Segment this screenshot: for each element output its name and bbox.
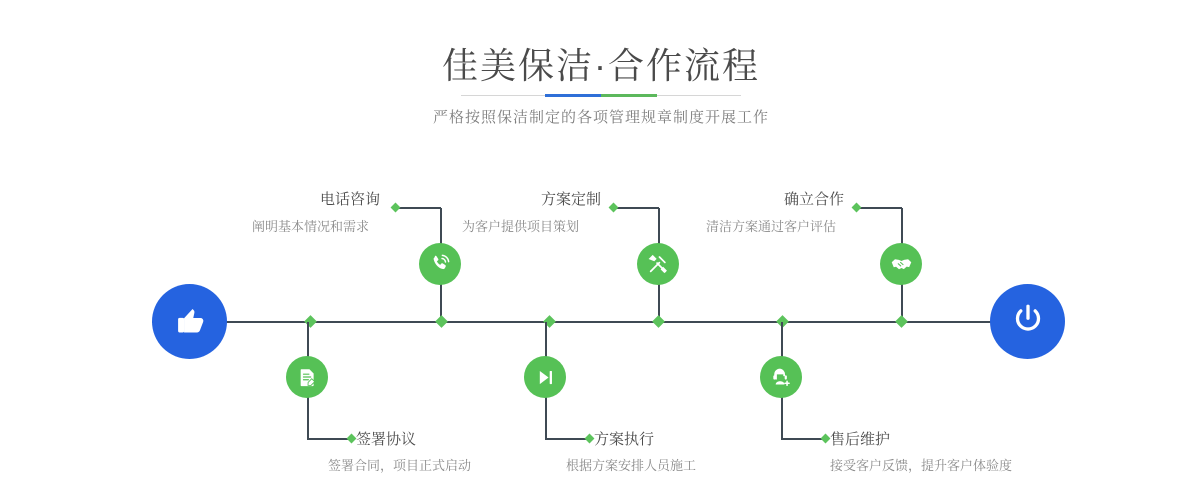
axis-marker	[435, 315, 448, 328]
step-icon-6	[760, 356, 802, 398]
connector-horizontal	[307, 438, 352, 440]
step-desc-4: 根据方案安排人员施工	[566, 458, 697, 473]
connector-horizontal	[781, 438, 826, 440]
step-title-2: 签署协议	[356, 431, 417, 448]
divider-segment-green	[601, 94, 657, 97]
timeline-axis	[152, 321, 1050, 323]
connector-horizontal	[614, 207, 659, 209]
connector-horizontal	[545, 438, 590, 440]
axis-marker	[895, 315, 908, 328]
step-desc-3: 为客户提供项目策划	[462, 219, 580, 234]
connector-tick	[609, 203, 619, 213]
step-desc-5: 清洁方案通过客户评估	[706, 219, 837, 234]
step-title-5: 确立合作	[784, 191, 845, 208]
connector-tick	[821, 434, 831, 444]
play-forward-icon	[535, 367, 556, 388]
step-icon-5	[880, 243, 922, 285]
step-title-6: 售后维护	[830, 431, 891, 448]
thumbs-up-icon	[173, 302, 207, 341]
step-icon-2	[286, 356, 328, 398]
power-icon	[1010, 301, 1046, 342]
end-node	[990, 284, 1065, 359]
axis-marker	[652, 315, 665, 328]
page-subtitle: 严格按照保洁制定的各项管理规章制度开展工作	[432, 109, 769, 126]
connector-tick	[852, 203, 862, 213]
divider-segment-blue	[545, 94, 601, 97]
tools-icon	[647, 253, 669, 275]
step-title-3: 方案定制	[541, 191, 602, 208]
start-node	[152, 284, 227, 359]
step-title-1: 电话咨询	[320, 191, 381, 208]
connector-tick	[347, 434, 357, 444]
customer-support-icon	[770, 366, 792, 388]
document-edit-icon	[297, 367, 318, 388]
step-icon-3	[637, 243, 679, 285]
step-title-4: 方案执行	[594, 431, 655, 448]
step-desc-1: 阐明基本情况和需求	[252, 219, 370, 234]
page-title: 佳美保洁·合作流程	[442, 45, 760, 86]
connector-tick	[585, 434, 595, 444]
step-desc-6: 接受客户反馈，提升客户体验度	[830, 458, 1013, 473]
title-divider	[461, 95, 741, 96]
handshake-icon	[890, 253, 913, 276]
phone-call-icon	[429, 253, 451, 275]
step-icon-1	[419, 243, 461, 285]
connector-horizontal	[857, 207, 902, 209]
step-icon-4	[524, 356, 566, 398]
connector-tick	[391, 203, 401, 213]
step-desc-2: 签署合同，项目正式启动	[328, 458, 472, 473]
connector-horizontal	[396, 207, 441, 209]
